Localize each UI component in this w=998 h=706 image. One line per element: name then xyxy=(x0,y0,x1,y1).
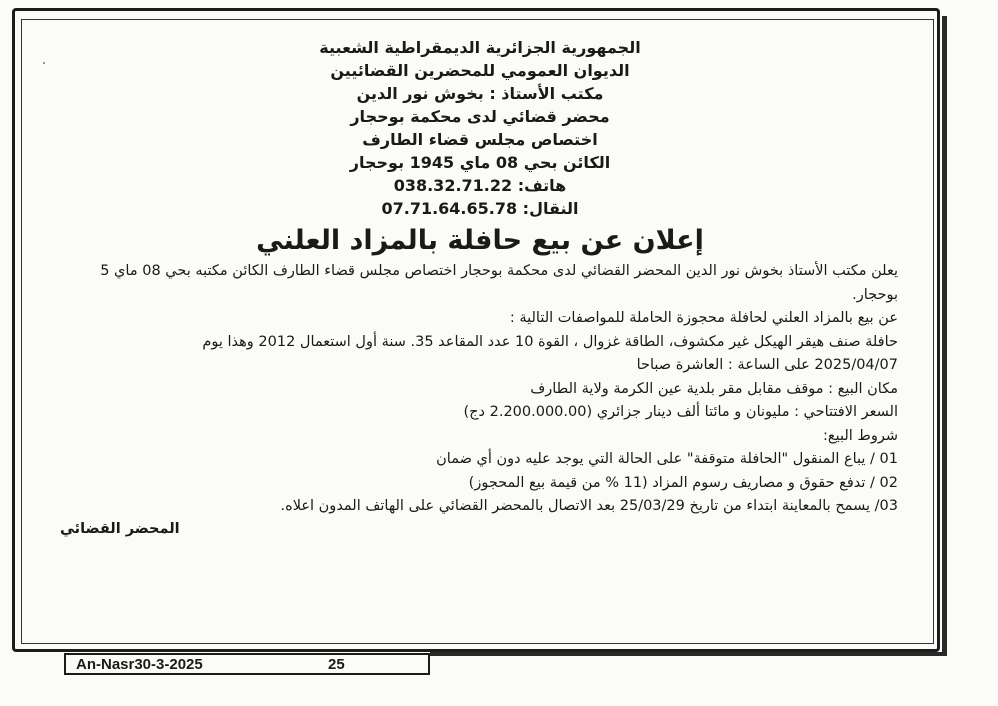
header-line-office: الديوان العمومي للمحضرين القضائيين xyxy=(330,61,630,80)
conditions-title: شروط البيع: xyxy=(823,427,898,444)
signature: المحضر القضائي xyxy=(60,520,180,537)
condition-item: 03/ يسمح بالمعاينة ابتداء من تاريخ 25/03/29 بعد الاتصال بالمحضر القضائي على الهاتف المدون اعلاه. xyxy=(280,498,898,514)
footer-bar xyxy=(64,653,430,675)
announcement-body xyxy=(68,260,898,519)
place-line: مكان البيع : موقف مقابل مقر بلدية عين الكرمة ولاية الطارف xyxy=(530,380,898,397)
header-line-republic: الجمهورية الجزائرية الديمقراطية الشعبية xyxy=(319,38,641,57)
header-line-bailiff: مكتب الأستاذ : بخوش نور الدين xyxy=(356,84,604,103)
header-line-mobile: النقال: 07.71.64.65.78 xyxy=(381,199,579,218)
print-speck xyxy=(43,62,45,64)
header-line-jurisdiction: اختصاص مجلس قضاء الطارف xyxy=(362,130,598,149)
announcement xyxy=(50,36,910,636)
frame-shadow-bottom xyxy=(430,652,946,656)
intro-paragraph: يعلن مكتب الأستاذ بخوش نور الدين المحضر القضائي لدى محكمة بوحجار اختصاص مجلس قضاء الطارف الكائن مكتبه بحي 08 ماي 5 بوحجار. xyxy=(100,263,898,303)
condition-item: 01 / يباع المنقول "الحافلة متوقفة" على الحالة التي يوجد عليه دون أي ضمان xyxy=(436,451,898,467)
page-number: 25 xyxy=(328,655,345,673)
announcement-title: إعلان عن بيع حافلة بالمزاد العلني xyxy=(256,225,704,256)
condition-item: 02 / تدفع حقوق و مصاريف رسوم المزاد (11 % من قيمة بيع المحجوز) xyxy=(468,474,898,491)
price-line: السعر الافتتاحي : مليونان و مائتا ألف دينار جزائري (2.200.000.00 دج) xyxy=(463,404,898,420)
header-line-address: الكائن بحي 08 ماي 1945 بوحجار xyxy=(349,153,611,172)
office-header xyxy=(300,36,660,220)
date-line: 2025/04/07 على الساعة : العاشرة صباحا xyxy=(636,357,898,373)
header-line-phone: هاتف: 038.32.71.22 xyxy=(393,176,567,195)
header-line-court: محضر قضائي لدى محكمة بوحجار xyxy=(350,107,610,126)
sale-line: عن بيع بالمزاد العلني لحافلة محجوزة الحاملة للمواصفات التالية : xyxy=(509,310,898,326)
frame-shadow-right xyxy=(942,16,947,656)
footer-source: An-Nasr30-3-2025 xyxy=(76,655,203,673)
specs-line: حافلة صنف هيقر الهيكل غير مكشوف، الطاقة غزوال ، القوة 10 عدد المقاعد 35. سنة أول استعمال 2012 وهذا يوم xyxy=(202,333,898,350)
